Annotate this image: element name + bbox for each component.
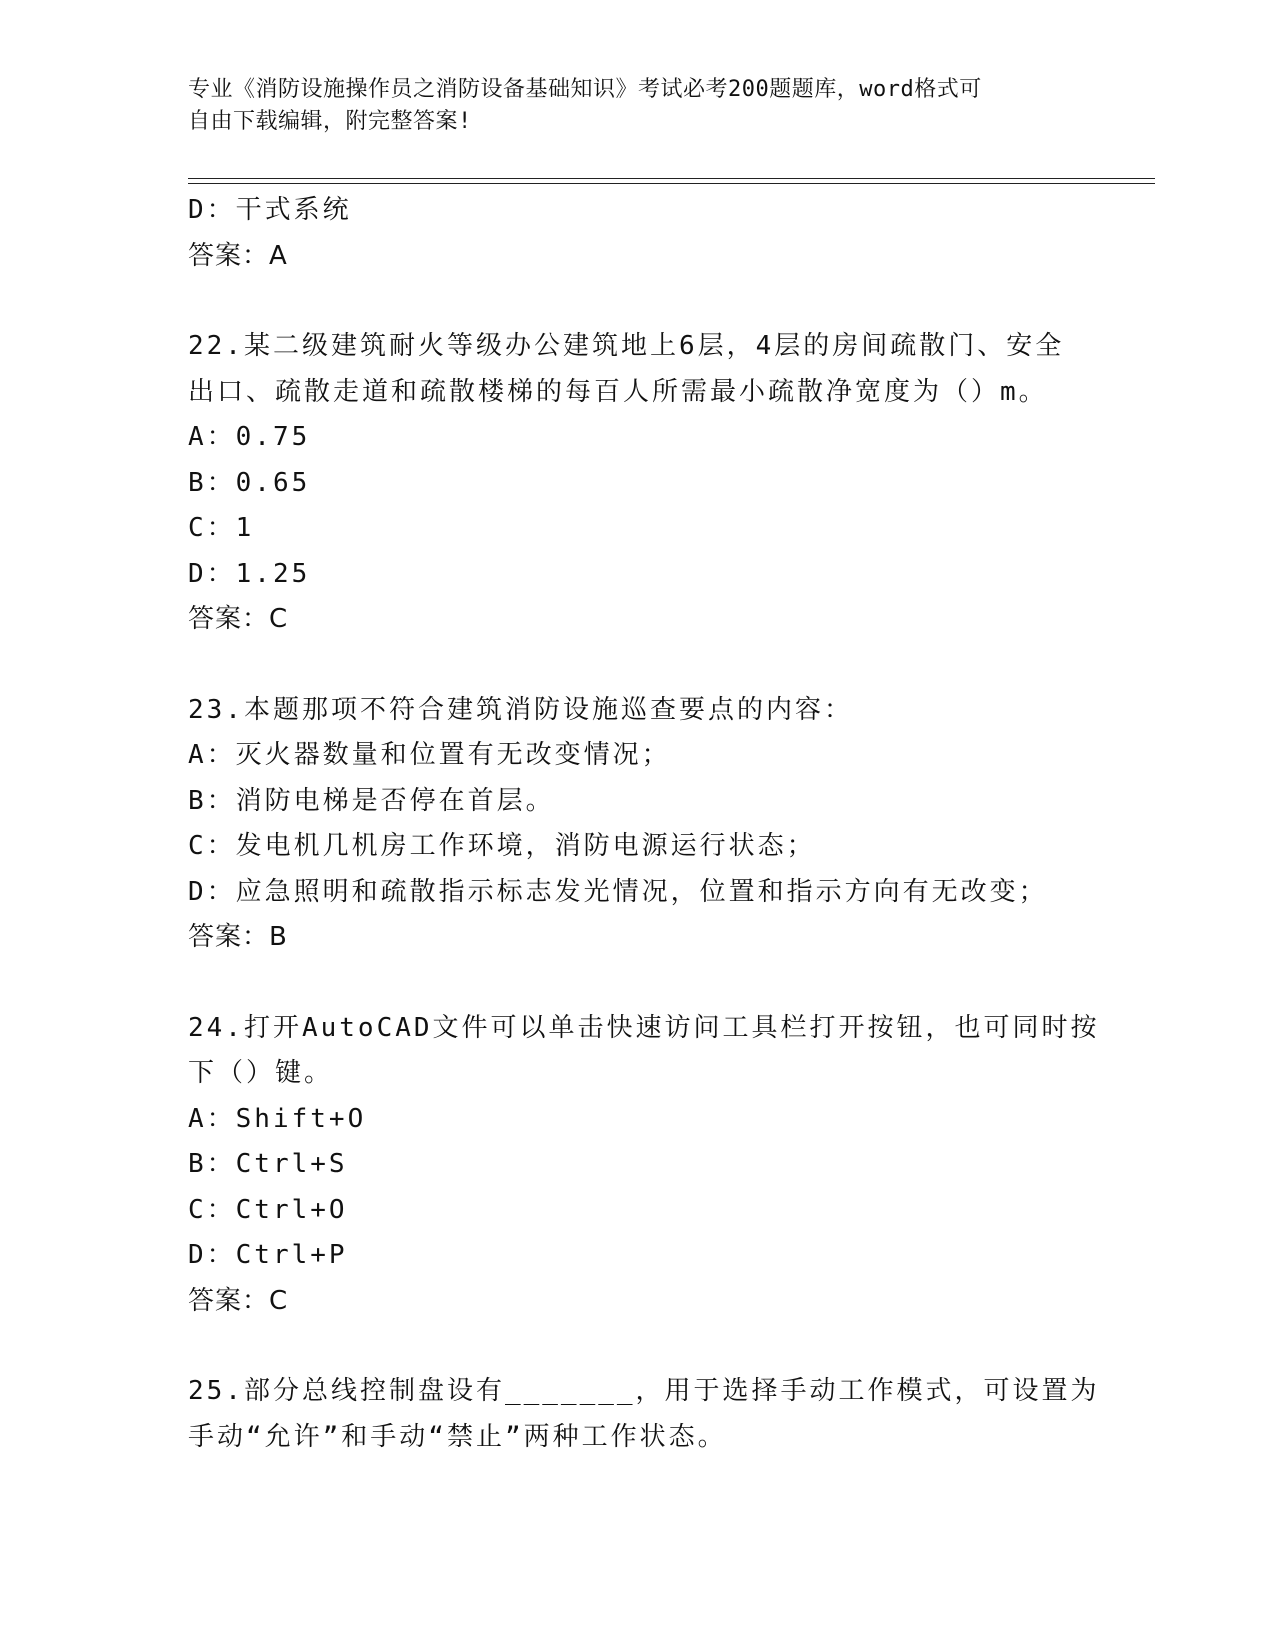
question-stem-continued: 下（）键。 (188, 1058, 334, 1088)
answer: 答案：C (188, 1285, 289, 1316)
question-stem: 24.打开AutoCAD文件可以单击快速访问工具栏打开按钮，也可同时按 (188, 1012, 1100, 1043)
document-header (188, 74, 1088, 138)
option-c: C：发电机几机房工作环境，消防电源运行状态； (188, 831, 816, 861)
answer: 答案：C (188, 604, 289, 634)
question-stem: 25.部分总线控制盘设有_______，用于选择手动工作模式，可设置为 (188, 1376, 1100, 1406)
question-23 (188, 688, 1128, 961)
option-c: C：1 (188, 513, 255, 543)
question-22 (188, 324, 1128, 643)
question-list (188, 188, 1128, 1460)
option-b: B：Ctrl+S (188, 1149, 348, 1179)
option-d: D：Ctrl+P (188, 1240, 348, 1270)
question-21-tail (188, 188, 1128, 279)
option-b: B：消防电梯是否停在首层。 (188, 785, 555, 816)
question-stem-continued: 出口、疏散走道和疏散楼梯的每百人所需最小疏散净宽度为（）m。 (188, 376, 1048, 407)
answer: 答案：A (188, 240, 288, 271)
option-a: A：0.75 (188, 422, 311, 452)
question-stem: 22.某二级建筑耐火等级办公建筑地上6层，4层的房间疏散门、安全 (188, 331, 1065, 361)
option-d: D：1.25 (188, 558, 311, 589)
header-line-1: 专业《消防设施操作员之消防设备基础知识》考试必考200题题库，word格式可 (188, 77, 982, 102)
question-stem-continued: 手动“允许”和手动“禁止”两种工作状态。 (188, 1421, 727, 1452)
header-line-2: 自由下载编辑，附完整答案! (188, 109, 472, 134)
question-stem: 23.本题那项不符合建筑消防设施巡查要点的内容： (188, 694, 853, 725)
option-d: D：干式系统 (188, 195, 352, 225)
question-24 (188, 1006, 1128, 1325)
header-divider-bottom (188, 183, 1155, 184)
header-divider-top (188, 178, 1155, 179)
answer: 答案：B (188, 922, 288, 952)
option-a: A：Shift+O (188, 1103, 367, 1134)
question-25 (188, 1369, 1128, 1460)
option-d: D：应急照明和疏散指示标志发光情况，位置和指示方向有无改变； (188, 876, 1048, 907)
option-a: A：灭火器数量和位置有无改变情况； (188, 740, 671, 770)
option-c: C：Ctrl+O (188, 1194, 348, 1225)
option-b: B：0.65 (188, 467, 311, 498)
